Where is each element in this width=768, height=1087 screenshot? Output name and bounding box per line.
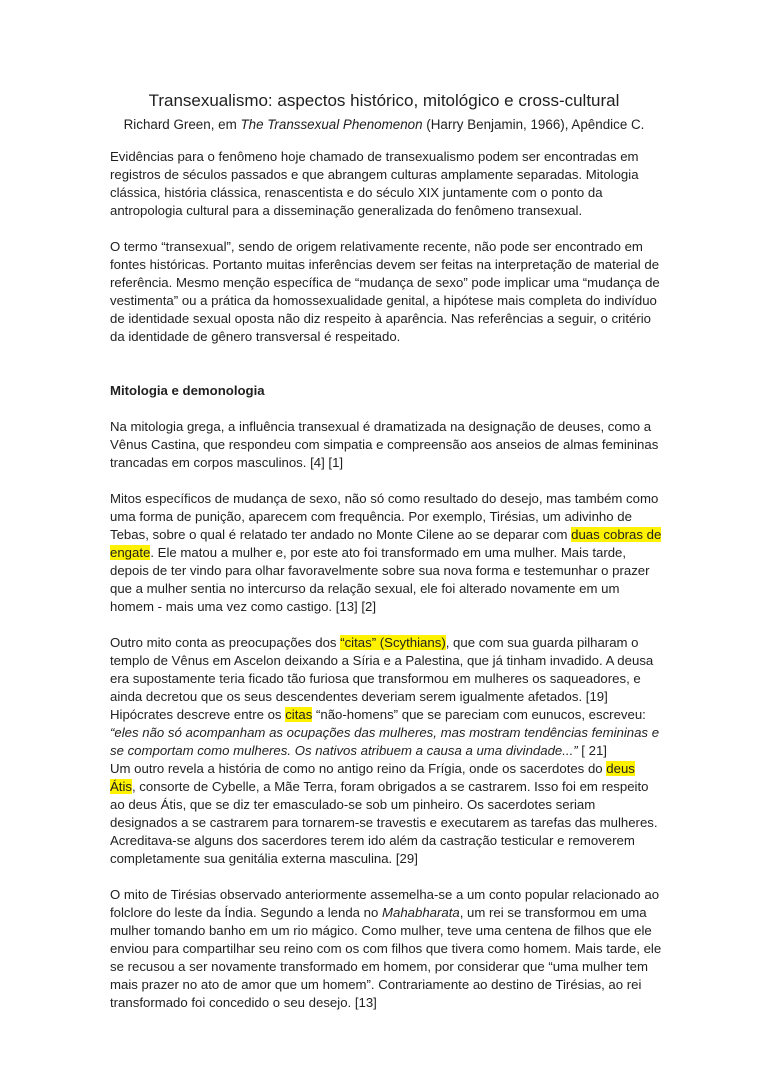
- paragraph-1: Evidências para o fenômeno hoje chamado de transexualismo podem ser encontradas em registros de séculos passados e que abrangem culturas amplamente separadas. Mitologia clássica, história clássica, renascentista e do século XIX juntamente com o ponto da antropologia cultural para a disseminação generalizada do fenômeno transexual.: [110, 149, 639, 218]
- section-heading: Mitologia e demonologia: [110, 383, 265, 398]
- highlight-duas-cobras: duas cobras de engate: [110, 527, 662, 560]
- paragraph-8-text-b: , um rei se transformou em uma mulher tomando banho em um rio mágico. Como mulher, teve uma centena de filhos que ele enviou para compartilhar seu reino com os com filhos que tivera como homem. Mais tarde, ele se recusou a ser novamente transformado em homem, por considerar que “uma mulher tem mais prazer no ato de amor que um homem”. Contrariamente ao destino de Tirésias, ao rei transformado foi concedido o seu desejo. [13]: [110, 905, 662, 1010]
- paragraph-8: [110, 886, 662, 1012]
- paragraph-8-text-a: O mito de Tirésias observado anteriormente assemelha-se a um conto popular relacionado ao folclore do leste da Índia. Segundo a lenda no: [110, 887, 660, 920]
- paragraph-4: [110, 490, 662, 616]
- subtitle-suffix: (Harry Benjamin, 1966), Apêndice C.: [422, 117, 645, 132]
- mahabharata-title: Mahabharata: [382, 905, 460, 920]
- paragraph-7: [110, 760, 662, 868]
- paragraph-6-text-a: Hipócrates descreve entre os: [110, 707, 286, 722]
- paragraph-2: O termo “transexual”, sendo de origem relativamente recente, não pode ser encontrado em fontes históricas. Portanto muitas inferências devem ser feitas na interpretação de material de referência. Mesmo menção específica de “mudança de sexo” pode implicar uma “mudança de vestimenta” ou a prática da homossexualidade genital, a hipótese mais completa do indivíduo de identidade sexual oposta não diz respeito à aparência. Nas referências a seguir, o critério da identidade de gênero transversal é respeitado.: [110, 239, 660, 344]
- paragraph-7-text-a: Um outro revela a história de como no antigo reino da Frígia, onde os sacerdotes do: [110, 761, 607, 776]
- paragraph-6-text-b: “não-homens” que se pareciam com eunucos, escreveu:: [312, 707, 646, 722]
- paragraph-7-text-b: , consorte de Cybelle, a Mãe Terra, foram obrigados a se castrarem. Isso foi em respeito ao deus Átis, que se diz ter emasculado-se sob um pinheiro. Os sacerdotes seriam designados a se castrarem para tornarem-se travestis e executarem as tarefas das mulheres. Acreditava-se alguns dos sacerdores terem ido além da castração testicular e removerem completamente sua genitália externa masculina. [29]: [110, 779, 658, 866]
- document-body: [110, 148, 662, 1030]
- paragraph-6: [110, 706, 662, 760]
- paragraph-4-text-a: Mitos específicos de mudança de sexo, não só como resultado do desejo, mas também como uma forma de punição, aparecem com frequência. Por exemplo, Tirésias, um adivinho de Tebas, sobre o qual é relatado ter andado no Monte Cilene ao se deparar com: [110, 491, 659, 542]
- paragraph-5-text-a: Outro mito conta as preocupações dos: [110, 635, 341, 650]
- document-subtitle: [0, 116, 768, 134]
- highlight-citas-scythians: “citas” (Scythians): [340, 635, 446, 650]
- paragraph-4-text-b: . Ele matou a mulher e, por este ato foi transformado em uma mulher. Mais tarde, depois de ter vindo para olhar favoravelmente sobre sua nova forma e testemunhar o prazer que a mulher sentia no intercurso da relação sexual, ele foi alterado novamente em um homem - mais uma vez como castigo. [13] [2]: [110, 545, 650, 614]
- paragraph-5-text-b: , que com sua guarda pilharam o templo de Vênus em Ascelon deixando a Síria e a Palestina, que já tinham invadido. A deusa era supostamente teria ficado tão furiosa que transformou em mulheres os saqueadores, e ainda decretou que os seus descendentes deveriam serem igualmente afetados. [19]: [110, 635, 654, 704]
- document-title: Transexualismo: aspectos histórico, mitológico e cross-cultural: [148, 91, 620, 110]
- paragraph-6-text-c: [ 21]: [577, 743, 607, 758]
- highlight-citas: citas: [285, 707, 313, 722]
- subtitle-prefix: Richard Green, em: [123, 117, 241, 132]
- highlight-deus-atis: deus Átis: [110, 761, 635, 794]
- subtitle-book-title: The Transsexual Phenomenon: [240, 117, 423, 132]
- hippocrates-quote: “eles não só acompanham as ocupações das mulheres, mas mostram tendências femininas e se comportam como mulheres. Os nativos atribuem a causa a uma divindade...”: [110, 725, 660, 758]
- paragraph-3: Na mitologia grega, a influência transexual é dramatizada na designação de deuses, como a Vênus Castina, que respondeu com simpatia e compreensão aos anseios de almas femininas trancadas em corpos masculinos. [4] [1]: [110, 419, 659, 470]
- paragraph-5: [110, 634, 662, 706]
